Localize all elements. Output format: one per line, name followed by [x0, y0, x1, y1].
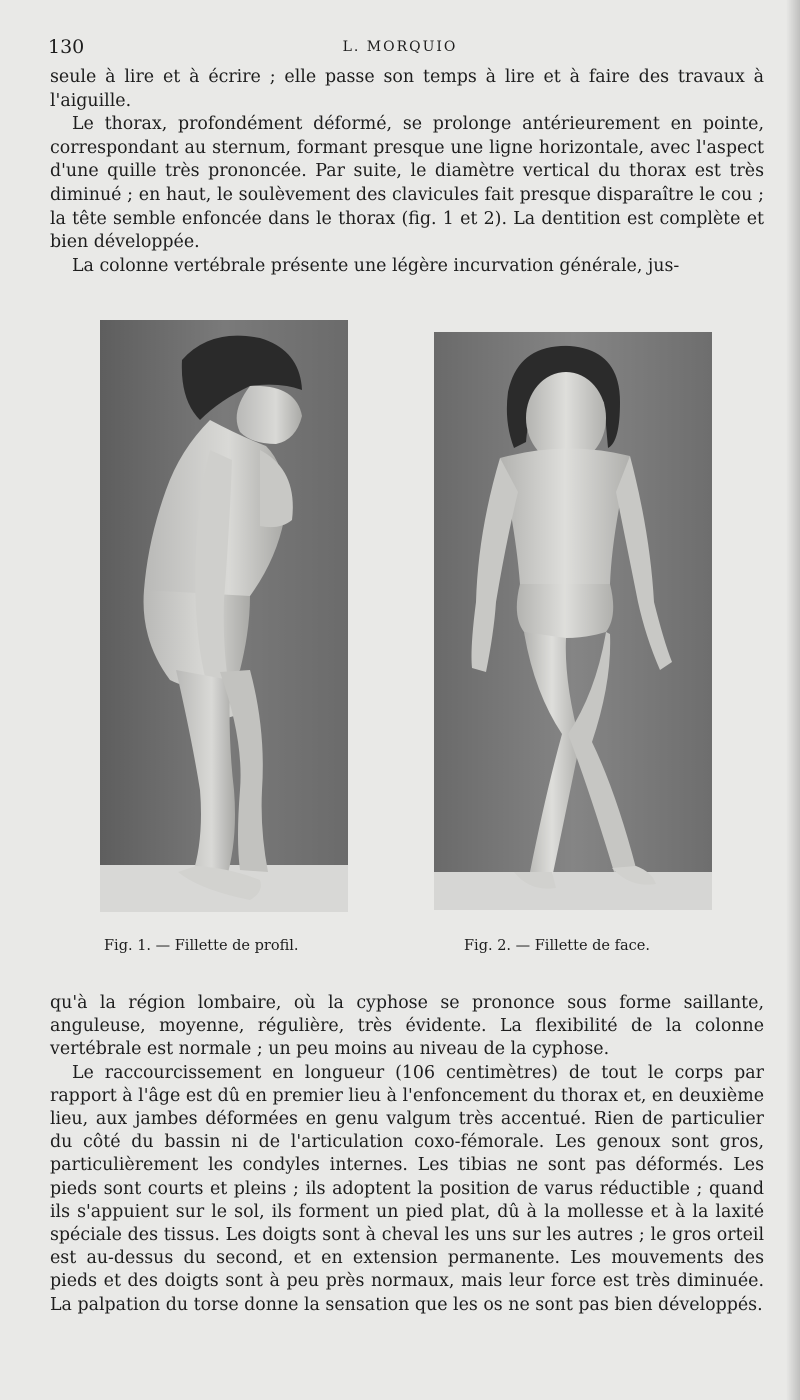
text-block-top: [50, 66, 764, 278]
running-head: L. MORQUIO: [342, 39, 458, 55]
paragraph: Le thorax, profondément déformé, se prolonge antérieurement en pointe, correspondant au sternum, formant presque une ligne horizontale, avec l'aspect d'une quille très prononcée. Par suite, le diamètre vertical du thorax est très diminué ; en haut, le soulèvement des clavicules fait presque disparaître le cou ; la tête semble enfoncée dans le thorax (fig. 1 et 2). La dentition est complète et bien développée.: [50, 114, 764, 253]
figure-1-photo: [100, 320, 348, 912]
page-edge-shadow: [786, 0, 800, 1400]
page-number: 130: [48, 36, 85, 58]
profile-photo-illustration: [100, 320, 348, 912]
figure-2-photo: [434, 332, 712, 910]
figure-2-caption: Fig. 2. — Fillette de face.: [464, 938, 650, 954]
page-header: [48, 36, 752, 60]
paragraph: qu'à la région lombaire, où la cyphose se prononce sous forme saillante, anguleuse, moyenne, régulière, très évidente. La flexibilité de la colonne vertébrale est normale ; un peu moins au niveau de la cyphose.: [50, 993, 764, 1060]
text-block-bottom: [50, 992, 764, 1317]
paragraph: seule à lire et à écrire ; elle passe son temps à lire et à faire des travaux à l'aiguille.: [50, 67, 764, 111]
front-photo-illustration: [434, 332, 712, 910]
figure-1-caption: Fig. 1. — Fillette de profil.: [104, 938, 299, 954]
paragraph: Le raccourcissement en longueur (106 centimètres) de tout le corps par rapport à l'âge est dû en premier lieu à l'enfoncement du thorax et, en deuxième lieu, aux jambes déformées en genu valgum très accentué. Rien de particulier du côté du bassin ni de l'articulation coxo-fémorale. Les genoux sont gros, particulièrement les condyles internes. Les tibias ne sont pas déformés. Les pieds sont courts et pleins ; ils adoptent la position de varus réductible ; quand ils s'appuient sur le sol, ils forment un pied plat, dû à la mollesse et à la laxité spéciale des tissus. Les doigts sont à cheval les uns sur les autres ; le gros orteil est au-dessus du second, et en extension permanente. Les mouvements des pieds et des doigts sont à peu près normaux, mais leur force est très diminuée. La palpation du torse donne la sensation que les os ne sont pas bien développés.: [50, 1062, 764, 1315]
paragraph: La colonne vertébrale présente une légère incurvation générale, jus-: [72, 255, 680, 276]
